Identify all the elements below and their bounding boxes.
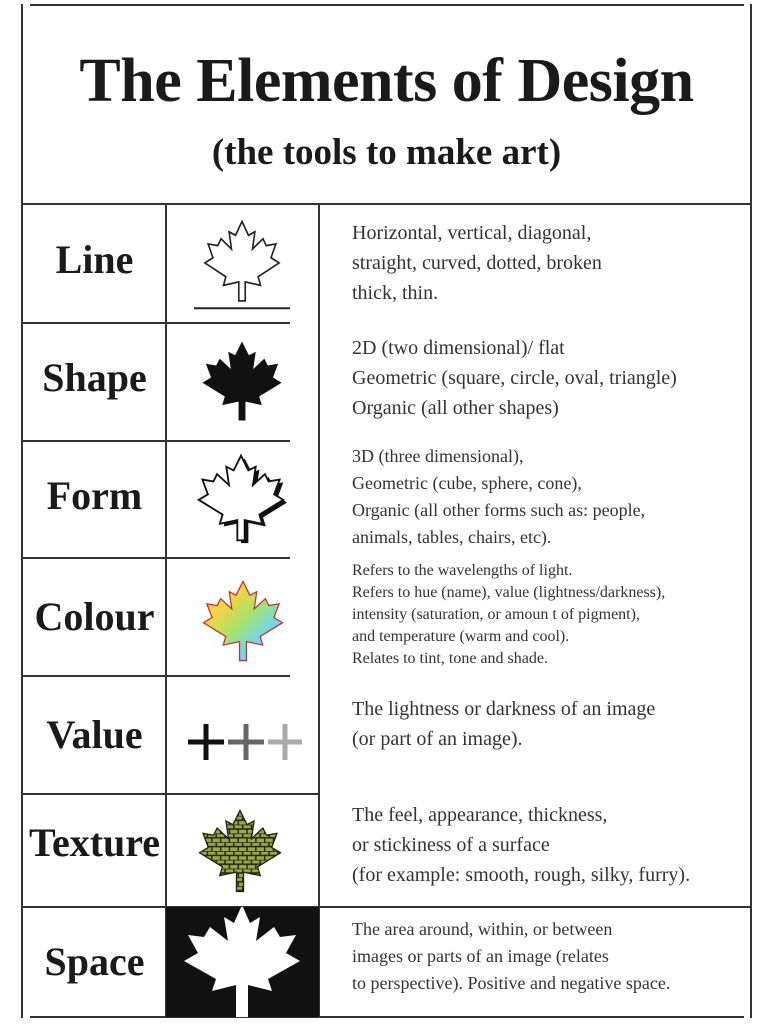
3d-maple-leaf-icon — [195, 450, 287, 546]
row-label-colour: Colour — [34, 594, 155, 639]
row-description-value: The lightness or darkness of an image (or part of an image). — [352, 698, 656, 750]
row-label-value: Value — [46, 712, 143, 757]
textured-maple-leaf-icon — [196, 804, 284, 898]
outline-maple-leaf-icon — [193, 218, 291, 314]
row-label-texture: Texture — [28, 820, 161, 865]
row-description-texture: The feel, appearance, thickness, or stickiness of a surface (for example: smooth, rough, silky, furry). — [352, 804, 691, 886]
page-title: The Elements of Design — [79, 47, 694, 115]
top-rule — [30, 4, 744, 6]
row-divider — [23, 557, 290, 559]
row-description-colour: Refers to the wavelengths of light. Refers to hue (name), value (lightness/darkness), intensity (saturation, or amoun t of pigment), and temperature (warm and cool). Relates to tint, tone and shade. — [352, 562, 666, 667]
row-label-space: Space — [44, 939, 145, 984]
row-divider — [23, 440, 290, 442]
icon-column-divider — [318, 204, 320, 1016]
row-label-shape: Shape — [42, 355, 147, 400]
row-description-shape: 2D (two dimensional)/ flat Geometric (square, circle, oval, triangle) Organic (all other shapes) — [352, 337, 677, 419]
row-label-line: Line — [55, 237, 134, 282]
row-divider — [23, 322, 290, 324]
page-subtitle: (the tools to make art) — [211, 132, 562, 173]
header-divider — [23, 203, 752, 205]
row-divider — [23, 906, 752, 908]
bottom-rule — [30, 1016, 744, 1018]
row-divider — [23, 793, 319, 795]
negative-space-leaf-icon — [166, 907, 319, 1017]
rainbow-maple-leaf-icon — [200, 574, 286, 668]
row-divider — [23, 675, 290, 677]
row-description-form: 3D (three dimensional), Geometric (cube, sphere, cone), Organic (all other forms such as: people, animals, tables, chairs, etc). — [352, 446, 646, 547]
solid-maple-leaf-icon — [199, 334, 285, 428]
row-label-form: Form — [46, 473, 143, 518]
gradient-plus-signs-icon — [186, 722, 304, 762]
row-description-line: Horizontal, vertical, diagonal, straight, curved, dotted, broken thick, thin. — [352, 222, 602, 304]
row-description-space: The area around, within, or between images or parts of an image (relates to perspective). Positive and negative space. — [352, 919, 671, 993]
